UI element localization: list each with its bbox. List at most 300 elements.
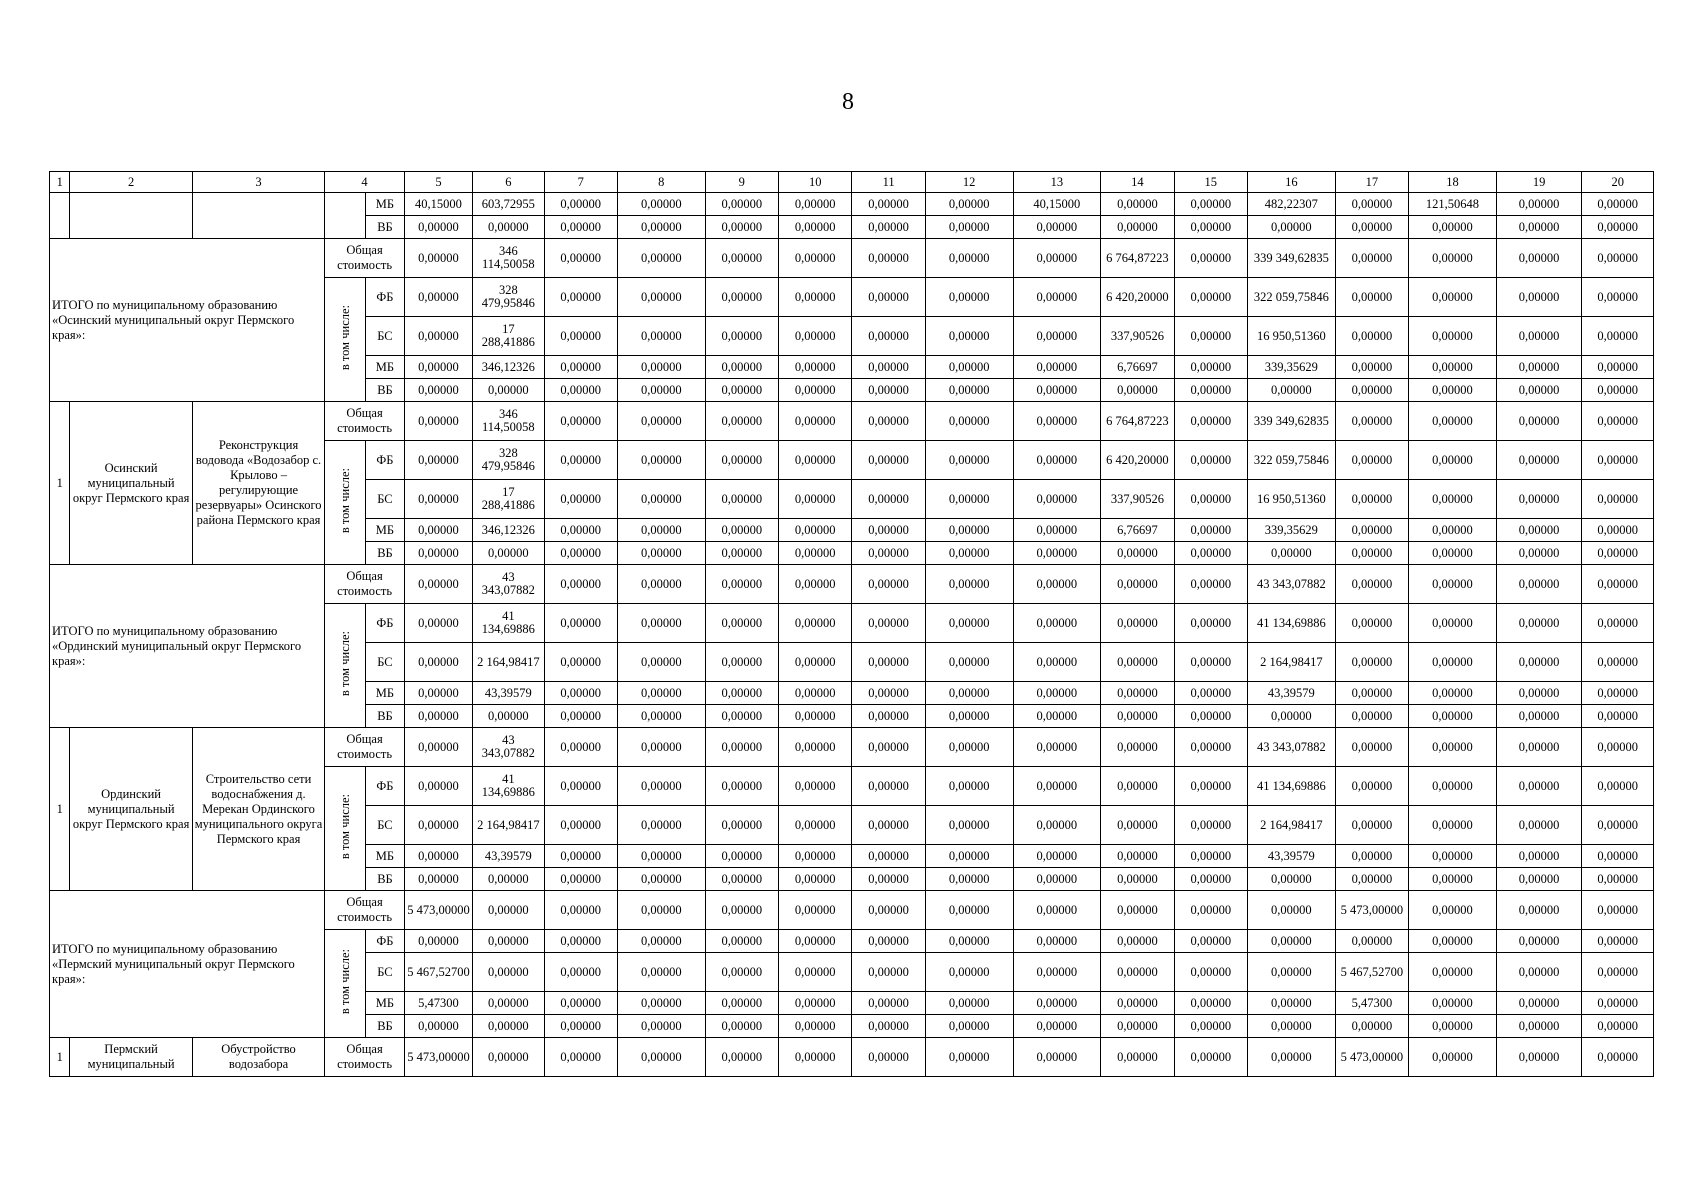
value-cell: 17 288,41886 — [473, 480, 544, 519]
value-cell: 0,00000 — [1013, 441, 1101, 480]
source-label: МБ — [366, 682, 405, 705]
value-cell: 0,00000 — [1496, 891, 1582, 930]
value-cell: 0,00000 — [1101, 728, 1174, 767]
value-cell: 0,00000 — [1101, 868, 1174, 891]
value-cell: 0,00000 — [705, 705, 778, 728]
value-cell: 0,00000 — [1582, 767, 1654, 806]
value-cell: 0,00000 — [925, 806, 1013, 845]
item-number: 1 — [50, 1038, 70, 1077]
value-cell: 0,00000 — [1582, 356, 1654, 379]
value-cell: 0,00000 — [1582, 845, 1654, 868]
value-cell: 0,00000 — [705, 806, 778, 845]
source-label: БС — [366, 806, 405, 845]
value-cell: 0,00000 — [1013, 643, 1101, 682]
column-header: 15 — [1174, 172, 1247, 193]
value-cell: 0,00000 — [617, 930, 705, 953]
value-cell: 0,00000 — [1248, 891, 1336, 930]
value-cell: 0,00000 — [1101, 216, 1174, 239]
value-cell: 0,00000 — [1174, 992, 1247, 1015]
value-cell: 0,00000 — [473, 868, 544, 891]
value-cell: 0,00000 — [1335, 682, 1408, 705]
value-cell: 0,00000 — [1496, 356, 1582, 379]
value-cell: 0,00000 — [925, 565, 1013, 604]
value-cell: 0,00000 — [544, 193, 617, 216]
value-cell: 0,00000 — [544, 643, 617, 682]
source-label: БС — [366, 953, 405, 992]
value-cell: 0,00000 — [404, 480, 472, 519]
column-header: 3 — [192, 172, 325, 193]
value-cell: 0,00000 — [852, 992, 925, 1015]
value-cell: 0,00000 — [1174, 317, 1247, 356]
value-cell: 0,00000 — [705, 992, 778, 1015]
source-label: МБ — [366, 356, 405, 379]
value-cell: 0,00000 — [705, 356, 778, 379]
value-cell: 0,00000 — [1496, 441, 1582, 480]
value-cell: 0,00000 — [925, 992, 1013, 1015]
value-cell: 0,00000 — [1409, 480, 1497, 519]
value-cell: 0,00000 — [617, 519, 705, 542]
value-cell: 0,00000 — [925, 1015, 1013, 1038]
value-cell: 0,00000 — [1582, 705, 1654, 728]
source-label: ФБ — [366, 604, 405, 643]
value-cell: 0,00000 — [705, 216, 778, 239]
value-cell: 0,00000 — [404, 705, 472, 728]
value-cell: 0,00000 — [1496, 402, 1582, 441]
value-cell: 0,00000 — [1335, 604, 1408, 643]
value-cell: 0,00000 — [1409, 728, 1497, 767]
value-cell: 0,00000 — [705, 565, 778, 604]
value-cell: 0,00000 — [705, 441, 778, 480]
value-cell: 0,00000 — [779, 356, 852, 379]
value-cell: 0,00000 — [1496, 216, 1582, 239]
value-cell: 346,12326 — [473, 356, 544, 379]
value-cell: 0,00000 — [1335, 356, 1408, 379]
value-cell: 0,00000 — [705, 930, 778, 953]
value-cell: 41 134,69886 — [1248, 767, 1336, 806]
value-cell: 0,00000 — [1335, 542, 1408, 565]
value-cell: 0,00000 — [1174, 402, 1247, 441]
value-cell: 40,15000 — [404, 193, 472, 216]
value-cell: 0,00000 — [1335, 806, 1408, 845]
value-cell: 0,00000 — [1496, 953, 1582, 992]
object-name: Обустройство водозабора — [192, 1038, 325, 1077]
value-cell: 0,00000 — [1013, 806, 1101, 845]
value-cell: 5 467,52700 — [404, 953, 472, 992]
value-cell: 0,00000 — [779, 682, 852, 705]
column-header: 4 — [325, 172, 405, 193]
value-cell: 0,00000 — [1582, 868, 1654, 891]
value-cell: 0,00000 — [404, 682, 472, 705]
value-cell: 0,00000 — [1409, 278, 1497, 317]
value-cell: 0,00000 — [705, 278, 778, 317]
value-cell: 0,00000 — [1409, 643, 1497, 682]
value-cell: 43,39579 — [1248, 845, 1336, 868]
value-cell: 0,00000 — [925, 193, 1013, 216]
value-cell: 0,00000 — [1335, 216, 1408, 239]
value-cell: 0,00000 — [1013, 480, 1101, 519]
value-cell: 0,00000 — [1101, 565, 1174, 604]
value-cell: 6,76697 — [1101, 356, 1174, 379]
including-label: в том числе: — [337, 949, 352, 1015]
value-cell: 0,00000 — [1174, 441, 1247, 480]
value-cell: 0,00000 — [617, 356, 705, 379]
value-cell: 0,00000 — [617, 565, 705, 604]
value-cell: 0,00000 — [925, 604, 1013, 643]
source-label: МБ — [366, 193, 405, 216]
value-cell: 0,00000 — [1101, 767, 1174, 806]
value-cell: 0,00000 — [544, 356, 617, 379]
value-cell: 0,00000 — [1248, 1015, 1336, 1038]
value-cell: 0,00000 — [1174, 356, 1247, 379]
value-cell: 0,00000 — [779, 705, 852, 728]
value-cell: 0,00000 — [617, 868, 705, 891]
value-cell: 0,00000 — [544, 728, 617, 767]
value-cell: 0,00000 — [705, 953, 778, 992]
value-cell: 0,00000 — [544, 1015, 617, 1038]
value-cell: 0,00000 — [779, 480, 852, 519]
value-cell: 0,00000 — [1335, 441, 1408, 480]
value-cell: 0,00000 — [544, 682, 617, 705]
value-cell: 0,00000 — [617, 953, 705, 992]
value-cell: 0,00000 — [404, 728, 472, 767]
value-cell: 0,00000 — [1335, 868, 1408, 891]
value-cell: 0,00000 — [1013, 542, 1101, 565]
value-cell: 0,00000 — [617, 1015, 705, 1038]
value-cell: 0,00000 — [617, 845, 705, 868]
value-cell: 0,00000 — [1174, 868, 1247, 891]
value-cell: 0,00000 — [1582, 519, 1654, 542]
value-cell: 0,00000 — [779, 643, 852, 682]
value-cell: 16 950,51360 — [1248, 317, 1336, 356]
value-cell: 121,50648 — [1409, 193, 1497, 216]
value-cell: 0,00000 — [1582, 239, 1654, 278]
value-cell: 0,00000 — [1174, 891, 1247, 930]
total-cost-label: Общая стоимость — [325, 1038, 405, 1077]
total-label: ИТОГО по муниципальному образованию «Пермский муниципальный округ Пермского края»: — [50, 891, 325, 1038]
value-cell: 0,00000 — [779, 604, 852, 643]
value-cell: 0,00000 — [925, 767, 1013, 806]
value-cell: 0,00000 — [544, 402, 617, 441]
value-cell: 0,00000 — [779, 519, 852, 542]
value-cell: 0,00000 — [705, 767, 778, 806]
value-cell: 346 114,50058 — [473, 239, 544, 278]
value-cell: 337,90526 — [1101, 480, 1174, 519]
value-cell: 346 114,50058 — [473, 402, 544, 441]
value-cell: 0,00000 — [1582, 441, 1654, 480]
value-cell: 0,00000 — [1496, 542, 1582, 565]
value-cell: 0,00000 — [1582, 891, 1654, 930]
total-label: ИТОГО по муниципальному образованию «Осинский муниципальный округ Пермского края»: — [50, 239, 325, 402]
table-row — [50, 402, 1654, 441]
value-cell: 0,00000 — [925, 278, 1013, 317]
value-cell: 0,00000 — [404, 542, 472, 565]
source-label: ВБ — [366, 216, 405, 239]
column-header: 16 — [1248, 172, 1336, 193]
source-label: БС — [366, 643, 405, 682]
value-cell: 2 164,98417 — [473, 643, 544, 682]
value-cell: 0,00000 — [1409, 379, 1497, 402]
table-row — [50, 239, 1654, 278]
value-cell: 0,00000 — [1582, 1015, 1654, 1038]
value-cell: 339 349,62835 — [1248, 239, 1336, 278]
value-cell: 0,00000 — [705, 643, 778, 682]
value-cell: 0,00000 — [617, 239, 705, 278]
value-cell: 0,00000 — [1582, 379, 1654, 402]
value-cell: 0,00000 — [1335, 930, 1408, 953]
value-cell: 0,00000 — [705, 239, 778, 278]
value-cell: 43 343,07882 — [473, 728, 544, 767]
value-cell: 0,00000 — [925, 519, 1013, 542]
value-cell: 0,00000 — [544, 891, 617, 930]
value-cell: 0,00000 — [617, 643, 705, 682]
value-cell: 0,00000 — [779, 891, 852, 930]
value-cell: 0,00000 — [1335, 565, 1408, 604]
value-cell: 0,00000 — [852, 953, 925, 992]
value-cell: 0,00000 — [1409, 767, 1497, 806]
value-cell: 0,00000 — [1496, 1015, 1582, 1038]
value-cell: 0,00000 — [1101, 953, 1174, 992]
value-cell: 0,00000 — [1248, 705, 1336, 728]
value-cell: 0,00000 — [1101, 682, 1174, 705]
value-cell: 0,00000 — [779, 845, 852, 868]
total-cost-label: Общая стоимость — [325, 728, 405, 767]
value-cell: 0,00000 — [852, 278, 925, 317]
value-cell: 0,00000 — [617, 542, 705, 565]
value-cell: 0,00000 — [1496, 480, 1582, 519]
value-cell: 0,00000 — [617, 728, 705, 767]
value-cell: 0,00000 — [1496, 604, 1582, 643]
value-cell: 6 420,20000 — [1101, 278, 1174, 317]
source-label: ФБ — [366, 278, 405, 317]
value-cell: 0,00000 — [404, 806, 472, 845]
value-cell: 0,00000 — [1409, 682, 1497, 705]
value-cell: 0,00000 — [1335, 519, 1408, 542]
value-cell: 0,00000 — [1101, 1015, 1174, 1038]
value-cell: 0,00000 — [1248, 953, 1336, 992]
value-cell: 0,00000 — [617, 891, 705, 930]
value-cell: 0,00000 — [617, 806, 705, 845]
value-cell: 0,00000 — [1409, 868, 1497, 891]
value-cell: 0,00000 — [1409, 356, 1497, 379]
table-row — [50, 193, 1654, 216]
value-cell: 0,00000 — [925, 930, 1013, 953]
value-cell: 0,00000 — [779, 868, 852, 891]
value-cell: 0,00000 — [779, 1015, 852, 1038]
value-cell: 0,00000 — [1582, 682, 1654, 705]
value-cell: 0,00000 — [1496, 519, 1582, 542]
value-cell: 0,00000 — [852, 806, 925, 845]
value-cell: 0,00000 — [1335, 193, 1408, 216]
value-cell: 0,00000 — [404, 604, 472, 643]
value-cell: 0,00000 — [1248, 1038, 1336, 1077]
value-cell: 0,00000 — [617, 705, 705, 728]
value-cell: 6,76697 — [1101, 519, 1174, 542]
value-cell: 0,00000 — [1101, 930, 1174, 953]
value-cell: 0,00000 — [617, 480, 705, 519]
source-label: ВБ — [366, 542, 405, 565]
value-cell: 0,00000 — [544, 604, 617, 643]
value-cell: 0,00000 — [852, 643, 925, 682]
value-cell: 0,00000 — [1496, 278, 1582, 317]
value-cell: 0,00000 — [473, 1038, 544, 1077]
value-cell: 0,00000 — [544, 441, 617, 480]
column-header: 8 — [617, 172, 705, 193]
value-cell: 0,00000 — [852, 216, 925, 239]
value-cell: 0,00000 — [779, 193, 852, 216]
value-cell: 0,00000 — [1582, 604, 1654, 643]
value-cell: 0,00000 — [852, 356, 925, 379]
value-cell: 0,00000 — [925, 379, 1013, 402]
value-cell: 0,00000 — [1409, 1038, 1497, 1077]
value-cell: 0,00000 — [1496, 992, 1582, 1015]
source-label: МБ — [366, 519, 405, 542]
value-cell: 0,00000 — [1101, 705, 1174, 728]
total-cost-label: Общая стоимость — [325, 402, 405, 441]
value-cell: 0,00000 — [925, 317, 1013, 356]
value-cell: 0,00000 — [1409, 705, 1497, 728]
value-cell: 0,00000 — [1013, 953, 1101, 992]
value-cell: 43,39579 — [473, 682, 544, 705]
value-cell: 0,00000 — [852, 402, 925, 441]
value-cell: 0,00000 — [925, 682, 1013, 705]
value-cell: 2 164,98417 — [473, 806, 544, 845]
value-cell: 0,00000 — [544, 216, 617, 239]
value-cell: 0,00000 — [404, 216, 472, 239]
value-cell: 0,00000 — [705, 193, 778, 216]
value-cell: 0,00000 — [1409, 891, 1497, 930]
value-cell: 0,00000 — [1582, 643, 1654, 682]
value-cell: 5 473,00000 — [404, 1038, 472, 1077]
table-row — [50, 565, 1654, 604]
value-cell: 0,00000 — [779, 317, 852, 356]
value-cell: 339 349,62835 — [1248, 402, 1336, 441]
value-cell: 0,00000 — [1409, 239, 1497, 278]
empty-cell — [70, 193, 192, 239]
value-cell: 0,00000 — [705, 480, 778, 519]
value-cell: 0,00000 — [1335, 317, 1408, 356]
value-cell: 0,00000 — [1174, 767, 1247, 806]
value-cell: 0,00000 — [404, 278, 472, 317]
value-cell: 0,00000 — [1496, 565, 1582, 604]
source-label: МБ — [366, 845, 405, 868]
value-cell: 0,00000 — [1409, 992, 1497, 1015]
including-label-cell — [325, 441, 366, 565]
value-cell: 0,00000 — [1409, 402, 1497, 441]
value-cell: 0,00000 — [705, 682, 778, 705]
value-cell: 0,00000 — [1409, 519, 1497, 542]
value-cell: 43 343,07882 — [1248, 565, 1336, 604]
column-header: 11 — [852, 172, 925, 193]
value-cell: 5,47300 — [404, 992, 472, 1015]
value-cell: 0,00000 — [404, 519, 472, 542]
value-cell: 0,00000 — [925, 728, 1013, 767]
column-header: 2 — [70, 172, 192, 193]
value-cell: 0,00000 — [1013, 604, 1101, 643]
value-cell: 0,00000 — [705, 542, 778, 565]
value-cell: 41 134,69886 — [1248, 604, 1336, 643]
value-cell: 0,00000 — [1174, 728, 1247, 767]
value-cell: 482,22307 — [1248, 193, 1336, 216]
value-cell: 0,00000 — [404, 356, 472, 379]
value-cell: 0,00000 — [1496, 317, 1582, 356]
value-cell: 0,00000 — [544, 992, 617, 1015]
value-cell: 0,00000 — [1496, 682, 1582, 705]
value-cell: 0,00000 — [925, 480, 1013, 519]
column-header: 13 — [1013, 172, 1101, 193]
value-cell: 0,00000 — [705, 379, 778, 402]
value-cell: 0,00000 — [1582, 953, 1654, 992]
financing-table — [49, 171, 1654, 1077]
value-cell: 0,00000 — [617, 992, 705, 1015]
value-cell: 0,00000 — [617, 193, 705, 216]
value-cell: 0,00000 — [1496, 767, 1582, 806]
value-cell: 0,00000 — [1248, 930, 1336, 953]
value-cell: 0,00000 — [1174, 216, 1247, 239]
value-cell: 0,00000 — [1496, 239, 1582, 278]
value-cell: 337,90526 — [1101, 317, 1174, 356]
value-cell: 0,00000 — [544, 379, 617, 402]
value-cell: 0,00000 — [852, 1015, 925, 1038]
value-cell: 0,00000 — [1101, 542, 1174, 565]
value-cell: 0,00000 — [473, 542, 544, 565]
value-cell: 0,00000 — [705, 891, 778, 930]
value-cell: 5 467,52700 — [1335, 953, 1408, 992]
value-cell: 0,00000 — [1013, 519, 1101, 542]
value-cell: 0,00000 — [1013, 402, 1101, 441]
value-cell: 0,00000 — [473, 953, 544, 992]
value-cell: 0,00000 — [1174, 239, 1247, 278]
value-cell: 0,00000 — [1335, 705, 1408, 728]
value-cell: 0,00000 — [617, 379, 705, 402]
value-cell: 0,00000 — [404, 767, 472, 806]
municipality-name: Осинский муниципальный округ Пермского края — [70, 402, 192, 565]
value-cell: 0,00000 — [1174, 542, 1247, 565]
total-cost-label: Общая стоимость — [325, 565, 405, 604]
value-cell: 0,00000 — [617, 682, 705, 705]
including-label: в том числе: — [337, 468, 352, 534]
value-cell: 328 479,95846 — [473, 441, 544, 480]
including-label: в том числе: — [337, 305, 352, 371]
value-cell: 0,00000 — [1335, 767, 1408, 806]
value-cell: 0,00000 — [1582, 317, 1654, 356]
source-label: ФБ — [366, 930, 405, 953]
value-cell: 0,00000 — [1335, 480, 1408, 519]
source-label: ФБ — [366, 441, 405, 480]
object-name: Реконструкция водовода «Водозабор с. Крылово – регулирующие резервуары» Осинского района Пермского края — [192, 402, 325, 565]
value-cell: 0,00000 — [852, 193, 925, 216]
value-cell: 0,00000 — [544, 239, 617, 278]
value-cell: 0,00000 — [1174, 845, 1247, 868]
column-header: 1 — [50, 172, 70, 193]
value-cell: 0,00000 — [925, 356, 1013, 379]
source-label: МБ — [366, 992, 405, 1015]
column-header: 12 — [925, 172, 1013, 193]
value-cell: 0,00000 — [1409, 604, 1497, 643]
value-cell: 0,00000 — [1174, 379, 1247, 402]
value-cell: 0,00000 — [544, 767, 617, 806]
value-cell: 0,00000 — [779, 728, 852, 767]
value-cell: 339,35629 — [1248, 356, 1336, 379]
value-cell: 43,39579 — [473, 845, 544, 868]
value-cell: 0,00000 — [544, 519, 617, 542]
value-cell: 0,00000 — [1582, 806, 1654, 845]
value-cell: 43 343,07882 — [473, 565, 544, 604]
value-cell: 0,00000 — [1248, 216, 1336, 239]
value-cell: 0,00000 — [404, 379, 472, 402]
value-cell: 17 288,41886 — [473, 317, 544, 356]
value-cell: 0,00000 — [1013, 379, 1101, 402]
value-cell: 0,00000 — [1101, 1038, 1174, 1077]
